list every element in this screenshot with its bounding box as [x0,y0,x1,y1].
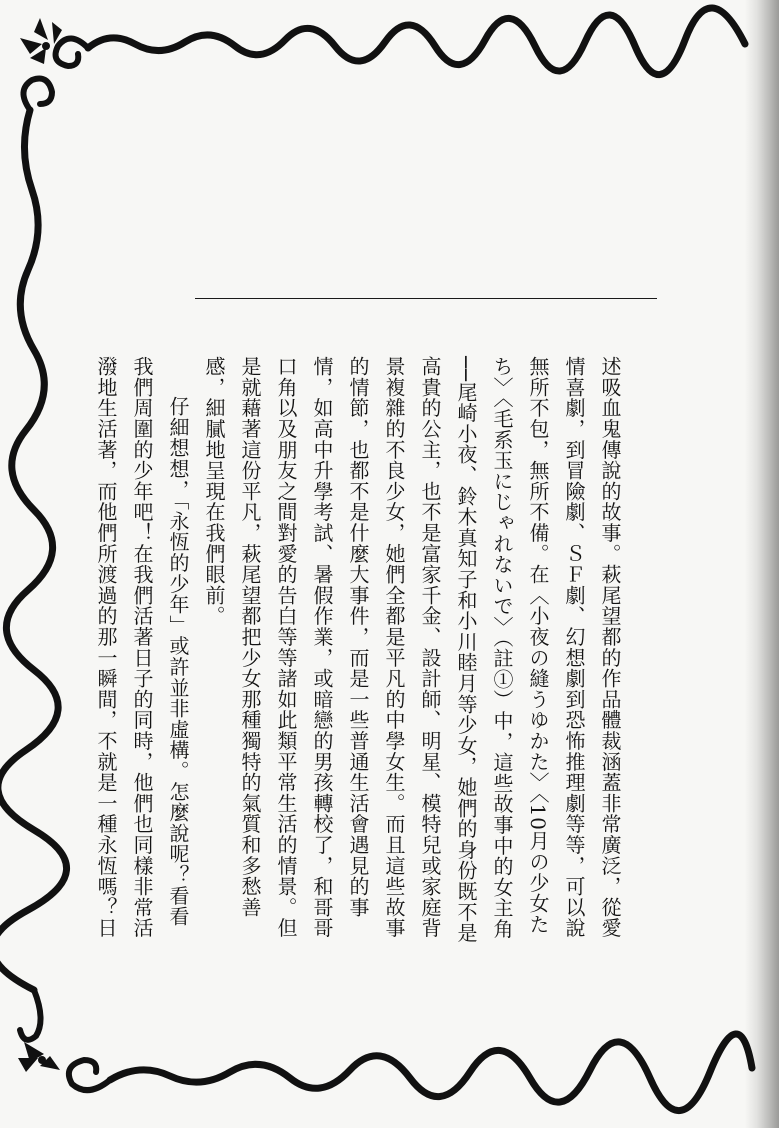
paragraph-2: 仔細想想，「永恆的少年」或許並非虛構。怎麼說呢？看看我們周圍的少年吧！在我們活著日子的同時，他們也同樣非常活潑地生活著，而他們所渡過的那一瞬間，不就是一種永恆嗎？日 [94,356,190,939]
top-border-line [88,8,745,75]
left-top-scroll [23,79,52,111]
top-left-dot [42,42,50,50]
bottom-left-dot [38,1056,46,1064]
bottom-left-scroll [20,990,41,1040]
horizontal-rule [195,298,657,299]
vertical-text-body [94,356,628,944]
left-border-line [0,110,67,990]
bottom-left-curl [69,1060,110,1090]
bottom-left-fleur [18,1042,60,1072]
paragraph-1: 述吸血鬼傳說的故事。萩尾望都的作品體裁涵蓋非常廣泛，從愛情喜劇，到冒險劇、ＳＦ劇、幻想劇到恐怖推理劇等等，可以說無所不包，無所不備。在〈小夜の縫うゆかた〉〈10月の少女たち〉〈毛系玉にじゃれないで〉（註①）中，這些故事中的女主角──尾崎小夜、鈴木真知子和小川睦月等少女，她們的身份既不是高貴的公主，也不是富家千金、設計師、明星、模特兒或家庭背景複雜的不良少女，她們全都是平凡的中學女生。而且這些故事的情節，也都不是什麼大事件，而是一些普通生活會遇見的事情，如高中升學考試、暑假作業，或暗戀的男孩轉校了，和哥哥口角以及朋友之間對愛的告白等等諸如此類平常生活的情景。但是就藉著這份平凡，萩尾望都把少女那種獨特的氣質和多愁善感，細膩地呈現在我們眼前。 [202,356,622,944]
top-left-scroll [56,38,88,66]
bottom-border-line [110,1034,752,1111]
